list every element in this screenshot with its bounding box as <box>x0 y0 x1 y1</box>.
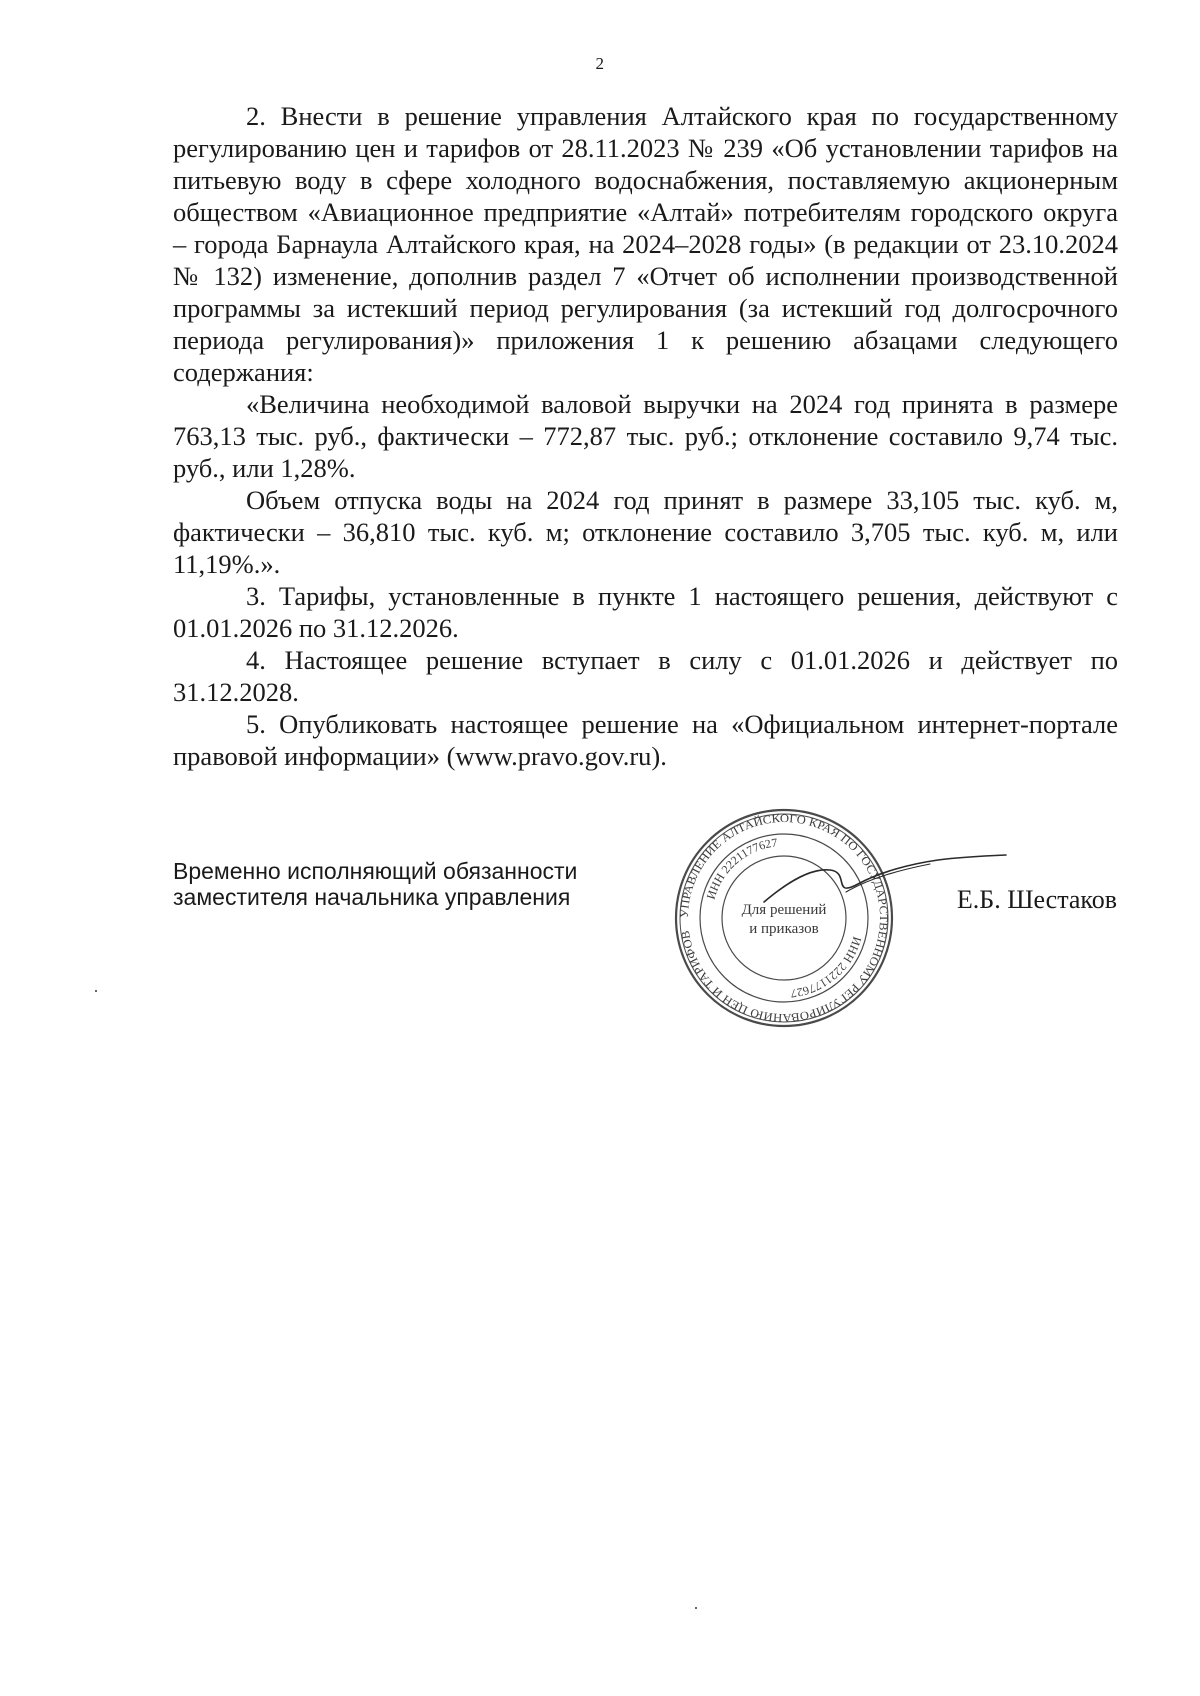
page-number: 2 <box>595 54 605 73</box>
paragraph-item-5: 5. Опубликовать настоящее решение на «Официальном интернет-портале правовой информации» (www.pravo.gov.ru). <box>173 709 1118 771</box>
signatory-position-line-2: заместителя начальника управления <box>173 884 571 910</box>
paragraph-item-2: 2. Внести в решение управления Алтайского края по государственному регулированию цен и тарифов от 28.11.2023 № 239 «Об установлении тарифов на питьевую воду в сфере холодного водоснабжения, поставляемую акционерным обществом «Авиационное предприятие «Алтай» потребителям городского округа – города Барнаула Алтайского края, на 2024–2028 годы» (в редакции от 23.10.2024 № 132) изменение, дополнив раздел 7 «Отчет об исполнении производственной программы за истекший период регулирования (за истекший год долгосрочного периода регулирования)» приложения 1 к решению абзацами следующего содержания: <box>173 101 1118 387</box>
paragraph-item-4: 4. Настоящее решение вступает в силу с 01.01.2026 и действует по 31.12.2028. <box>173 645 1118 707</box>
scan-speck <box>95 990 97 992</box>
paragraph-quote-revenue: «Величина необходимой валовой выручки на 2024 год принята в размере 763,13 тыс. руб., фактически – 772,87 тыс. руб.; отклонение составило 9,74 тыс. руб., или 1,28%. <box>173 389 1118 483</box>
seal-center-line-2: и приказов <box>749 921 819 937</box>
signatory-position-line-1: Временно исполняющий обязанности <box>173 858 578 884</box>
signatory-position <box>173 858 577 910</box>
paragraph-quote-volume: Объем отпуска воды на 2024 год принят в размере 33,105 тыс. куб. м, фактически – 36,810 тыс. куб. м; отклонение составило 3,705 тыс. куб. м, или 11,19%.». <box>173 485 1118 579</box>
seal-outer-text: УПРАВЛЕНИЕ АЛТАЙСКОГО КРАЯ ПО ГОСУДАРСТВЕННОМУ РЕГУЛИРОВАНИЮ ЦЕН И ТАРИФОВ <box>678 812 890 1024</box>
seal-center-line-1: Для решений <box>741 902 827 918</box>
scan-speck <box>695 1607 697 1609</box>
signatory-name: Е.Б. Шестаков <box>956 885 1117 914</box>
seal-inn-text-lower: ИНН 2221177627 <box>789 934 865 1001</box>
seal-inn-text: ИНН 2221177627 <box>703 835 779 902</box>
document-body <box>173 100 1118 772</box>
paragraph-item-3: 3. Тарифы, установленные в пункте 1 настоящего решения, действуют с 01.01.2026 по 31.12.2026. <box>173 581 1118 643</box>
